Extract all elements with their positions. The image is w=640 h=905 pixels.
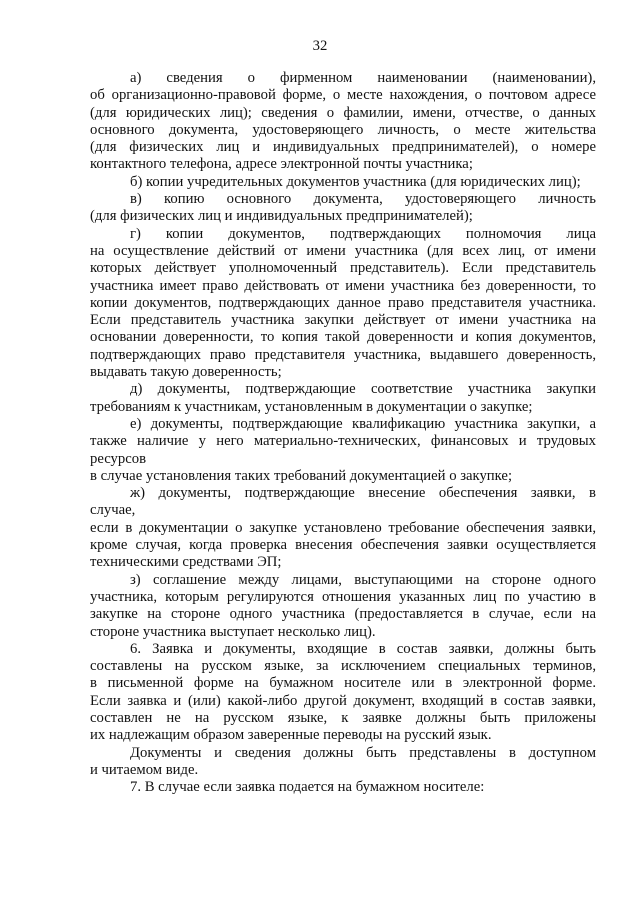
text-line: а) сведения о фирменном наименовании (наименовании), <box>130 70 596 86</box>
text-line: б) копии учредительных документов участника (для юридических лиц); <box>130 173 581 190</box>
text-line: кроме случая, когда проверка внесения обеспечения заявки осуществляется <box>90 537 596 554</box>
text-line: Если представитель участника закупки действует от имени участника на <box>90 312 596 329</box>
text-line: требованиям к участникам, установленным в документации о закупке; <box>90 398 533 415</box>
text-line: случае, <box>90 502 136 519</box>
text-line: подтверждающих право представителя участника, выдавшего доверенность, <box>90 346 596 363</box>
text-line: в письменной форме на бумажном носителе или в электронной форме. <box>90 675 596 692</box>
text-line: закупке на стороне одного участника (предоставляется в случае, если на <box>90 606 596 623</box>
text-line: стороне участника выступает несколько лиц). <box>90 623 376 640</box>
text-line: в) копию основного документа, удостоверяющего личность <box>130 191 596 208</box>
document-body <box>90 70 596 796</box>
text-line: Документы и сведения должны быть представлены в доступном <box>130 744 596 761</box>
text-line: в случае установления таких требований документацией о закупке; <box>90 467 513 484</box>
text-line: составлены на русском языке, за исключением специальных терминов, <box>90 658 596 675</box>
text-line: выдавать такую доверенность; <box>90 364 282 381</box>
text-line: (для физических лиц и индивидуальных предпринимателей), о номере <box>90 139 596 156</box>
text-line: 7. В случае если заявка подается на бумажном носителе: <box>130 779 485 796</box>
text-line: основного документа, удостоверяющего личность, о месте жительства <box>90 121 596 138</box>
text-line: и читаемом виде. <box>90 761 199 778</box>
text-line: (для физических лиц и индивидуальных предпринимателей); <box>90 208 473 225</box>
text-line: г) копии документов, подтверждающих полномочия лица <box>130 225 596 242</box>
text-line: (для юридических лиц); сведения о фамилии, имени, отчестве, о данных <box>90 104 596 121</box>
text-line: участника имеет право действовать от имени участника без доверенности, то <box>90 277 596 294</box>
text-line: ресурсов <box>90 450 147 467</box>
text-line: ж) документы, подтверждающие внесение обеспечения заявки, в <box>130 485 596 502</box>
text-line: контактного телефона, адресе электронной почты участника; <box>90 156 473 173</box>
text-line: которых действует уполномоченный представитель). Если представитель <box>90 260 596 277</box>
text-line: з) соглашение между лицами, выступающими на стороне одного <box>130 571 596 588</box>
text-line: д) документы, подтверждающие соответствие участника закупки <box>130 381 596 398</box>
text-line: также наличие у него материально-технических, финансовых и трудовых <box>90 433 596 450</box>
text-line: техническими средствами ЭП; <box>90 554 282 571</box>
text-line: основании доверенности, то копия такой доверенности и копия документов, <box>90 329 596 346</box>
text-line: участника, которым регулируются отношения указанных лиц по участию в <box>90 588 596 605</box>
text-line: 6. Заявка и документы, входящие в состав заявки, должны быть <box>130 640 596 657</box>
text-line: их надлежащим образом заверенные переводы на русский язык. <box>90 727 492 744</box>
text-line: е) документы, подтверждающие квалификацию участника закупки, а <box>130 415 596 432</box>
text-line: составлен не на русском языке, к заявке должны быть приложены <box>90 709 596 726</box>
text-line: об организационно-правовой форме, о месте нахождения, о почтовом адресе <box>90 87 596 104</box>
text-line: копии документов, подтверждающих данное право представителя участника. <box>90 294 596 311</box>
page-number: 32 <box>312 38 328 54</box>
text-line: Если заявка и (или) какой-либо другой документ, входящий в состав заявки, <box>90 692 596 709</box>
text-line: на осуществление действий от имени участника (для всех лиц, от имени <box>90 242 596 259</box>
text-line: если в документации о закупке установлено требование обеспечения заявки, <box>90 519 596 536</box>
